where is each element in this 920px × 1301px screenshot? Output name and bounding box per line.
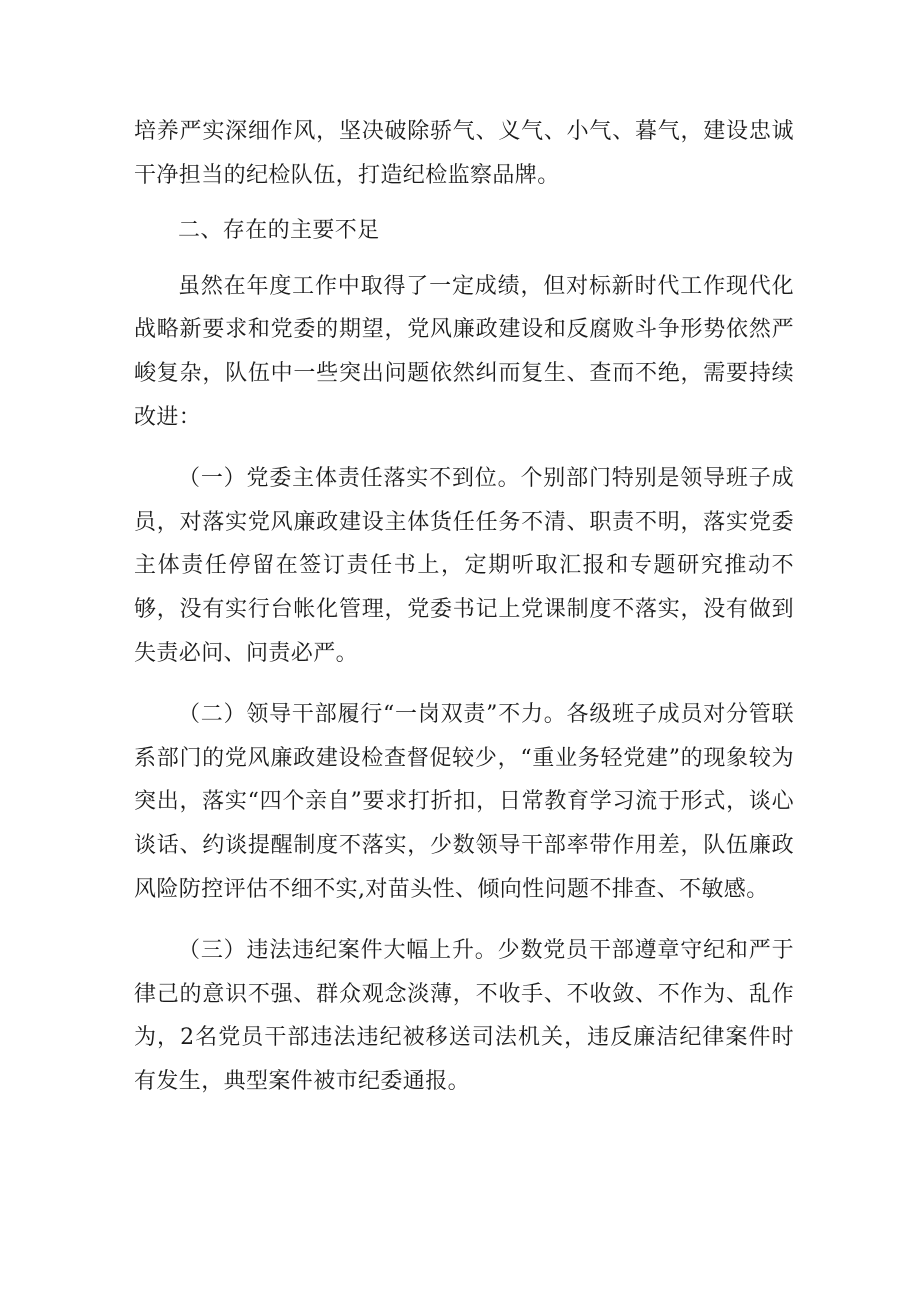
section-heading: 二、存在的主要不足 <box>178 218 380 244</box>
document-body <box>134 110 794 1103</box>
paragraph-continuation: 培养严实深细作风，坚决破除骄气、义气、小气、暮气，建设忠诚干净担当的纪检队伍，打造纪检监察品牌。 <box>134 119 794 188</box>
paragraph-item-2: （二）领导干部履行“一岗双责”不力。各级班子成员对分管联系部门的党风廉政建设检查督促较少，“重业务轻党建”的现象较为突出，落实“四个亲自”要求打折扣，日常教育学习流于形式，谈心谈话、约谈提醒制度不落实，少数领导干部率带作用差，队伍廉政风险防控评估不细不实,对苗头性、倾向性问题不排查、不敏感。 <box>134 702 794 902</box>
paragraph-item-1: （一）党委主体责任落实不到位。个别部门特别是领导班子成员，对落实党风廉政建设主体货任任务不清、职责不明，落实党委主体责任停留在签订责任书上，定期听取汇报和专题研究推动不够，没有实行台帐化管理，党委书记上党课制度不落实，没有做到失责必问、问责必严。 <box>134 466 794 666</box>
paragraph-item-3: （三）违法违纪案件大幅上升。少数党员干部遵章守纪和严于律己的意识不强、群众观念淡薄，不收手、不收敛、不作为、乱作为，2名党员干部违法违纪被移送司法机关，违反廉洁纪律案件时有发生，典型案件被市纪委通报。 <box>134 938 794 1094</box>
paragraph-intro: 虽然在年度工作中取得了一定成绩，但对标新时代工作现代化战略新要求和党委的期望，党风廉政建设和反腐败斗争形势依然严峻复杂，队伍中一些突出问题依然纠而复生、查而不绝，需要持续改进： <box>134 273 794 430</box>
